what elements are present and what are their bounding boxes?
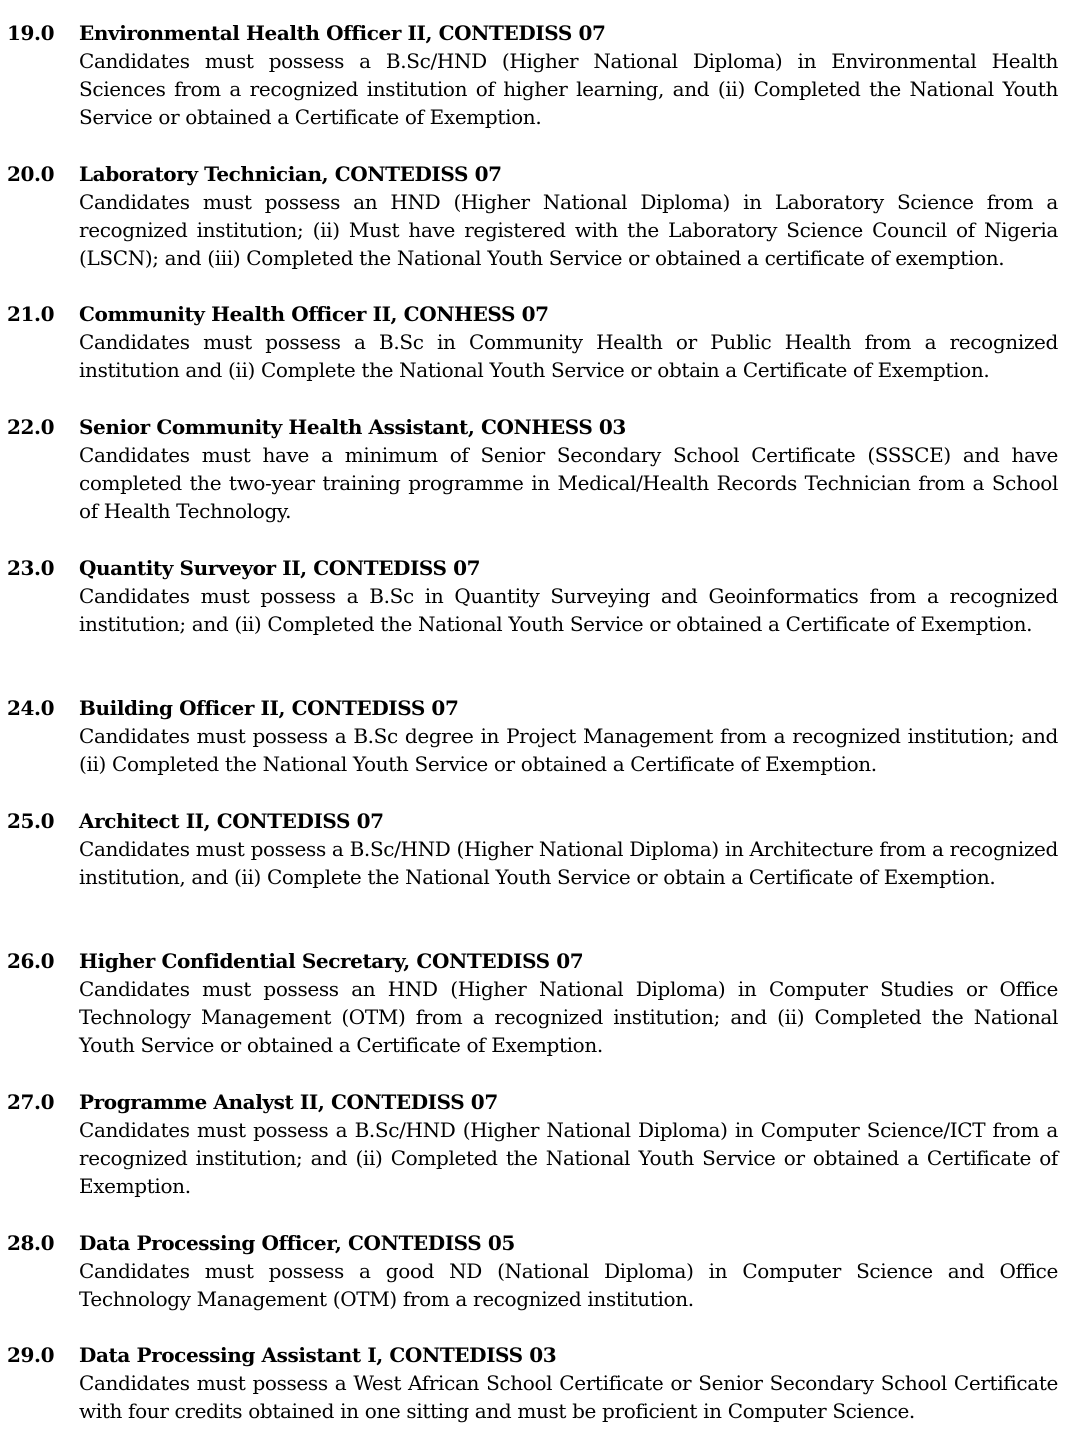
section-number: 25.0 [7,809,55,833]
section-number: 29.0 [7,1343,55,1367]
section-description: Candidates must possess an HND (Higher National Diploma) in Laboratory Science from a recognized institution; (ii) Must have registered with the Laboratory Science Council of Nigeria (LSCN); and (iii) Completed the National Youth Service or obtained a certificate of exemption. [79,190,1058,271]
section-number: 27.0 [7,1090,55,1114]
section-description: Candidates must possess a B.Sc/HND (Higher National Diploma) in Computer Science/ICT from a recognized institution; and (ii) Completed the National Youth Service or obtained a Certificate of Exemption. [79,1118,1058,1199]
section-description: Candidates must possess a B.Sc in Community Health or Public Health from a recognized institution and (ii) Complete the National Youth Service or obtain a Certificate of Exemption. [79,330,1058,383]
section-description: Candidates must possess a B.Sc/HND (Higher National Diploma) in Architecture from a recognized institution, and (ii) Complete the National Youth Service or obtain a Certificate of Exemption. [79,837,1058,890]
section-title: Quantity Surveyor II, CONTEDISS 07 [79,556,481,580]
section-description: Candidates must possess a B.Sc/HND (Higher National Diploma) in Environmental Health Sciences from a recognized institution of higher learning, and (ii) Completed the National Youth Service or obtained a Certificate of Exemption. [79,49,1058,130]
section-description: Candidates must possess an HND (Higher National Diploma) in Computer Studies or Office Technology Management (OTM) from a recognized institution; and (ii) Completed the National Youth Service or obtained a Certificate of Exemption. [79,977,1058,1058]
section-description: Candidates must possess a West African School Certificate or Senior Secondary School Certificate with four credits obtained in one sitting and must be proficient in Computer Science. [79,1371,1058,1424]
section-description: Candidates must possess a B.Sc degree in Project Management from a recognized institution; and (ii) Completed the National Youth Service or obtained a Certificate of Exemption. [79,724,1058,777]
section-number: 24.0 [7,696,55,720]
section-title: Community Health Officer II, CONHESS 07 [79,302,549,326]
section-title: Higher Confidential Secretary, CONTEDISS 07 [79,949,584,973]
section-number: 23.0 [7,556,55,580]
section-number: 22.0 [7,415,55,439]
section-description: Candidates must possess a good ND (National Diploma) in Computer Science and Office Technology Management (OTM) from a recognized institution. [79,1259,1058,1312]
section-description: Candidates must have a minimum of Senior Secondary School Certificate (SSSCE) and have completed the two-year training programme in Medical/Health Records Technician from a School of Health Technology. [79,443,1058,524]
section-title: Data Processing Assistant I, CONTEDISS 03 [79,1343,557,1367]
section-number: 21.0 [7,302,55,326]
section-number: 19.0 [7,21,55,45]
section-title: Laboratory Technician, CONTEDISS 07 [79,162,502,186]
section-title: Building Officer II, CONTEDISS 07 [79,696,459,720]
section-description: Candidates must possess a B.Sc in Quantity Surveying and Geoinformatics from a recognized institution; and (ii) Completed the National Youth Service or obtained a Certificate of Exemption. [79,584,1058,637]
section-title: Architect II, CONTEDISS 07 [79,809,384,833]
section-number: 28.0 [7,1231,55,1255]
section-title: Data Processing Officer, CONTEDISS 05 [79,1231,515,1255]
section-number: 26.0 [7,949,55,973]
section-number: 20.0 [7,162,55,186]
section-title: Senior Community Health Assistant, CONHESS 03 [79,415,626,439]
section-title: Environmental Health Officer II, CONTEDISS 07 [79,21,606,45]
section-title: Programme Analyst II, CONTEDISS 07 [79,1090,498,1114]
